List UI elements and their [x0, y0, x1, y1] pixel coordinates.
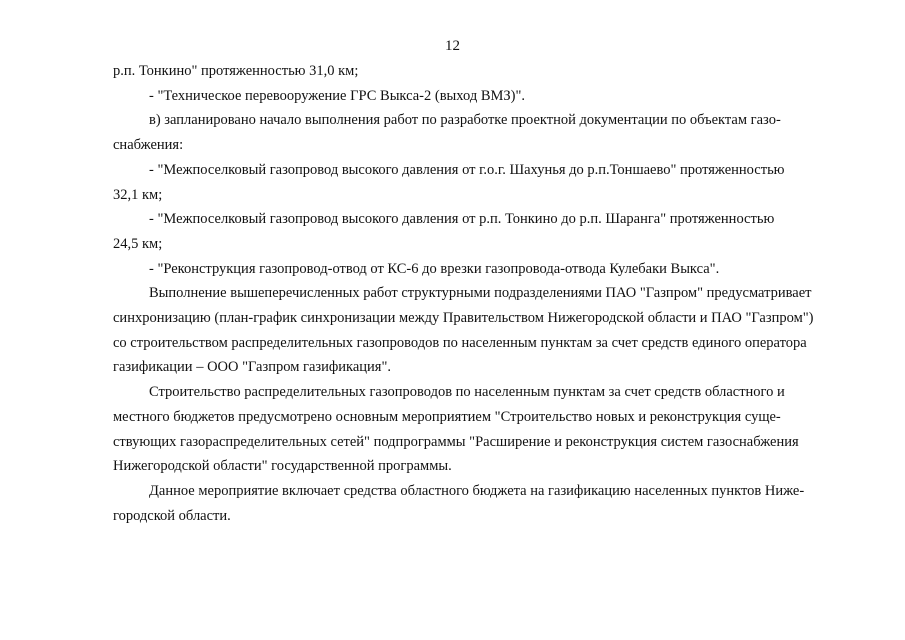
paragraph-body: Строительство распределительных газопроводов по населенным пунктам за счет средств областного и местного бюджетов предусмотрено основным мероприятием "Строительство новых и реконструкция суще- ствующих газораспределительных сетей" подпрограммы "Расширение и реконструкция систем газоснабжения Нижегородской области" государственной программы. — [113, 384, 799, 475]
document-body — [113, 59, 824, 528]
paragraph-body: Данное мероприятие включает средства областного бюджета на газификацию населенных пунктов Ниже- городской области. — [113, 482, 805, 524]
paragraph-list-item: - "Техническое перевооружение ГРС Выкса-2 (выход ВМЗ)". — [149, 87, 526, 104]
paragraph-continuation: р.п. Тонкино" протяженностью 31,0 км; — [113, 63, 359, 79]
paragraph-list-item: - "Межпоселковый газопровод высокого давления от р.п. Тонкино до р.п. Шаранга" протяженностью 24,5 км; — [113, 211, 775, 252]
page-number: 12 — [445, 38, 460, 54]
paragraph-list-item: - "Межпоселковый газопровод высокого давления от г.о.г. Шахунья до р.п.Тоншаево" протяженностью 32,1 км; — [113, 161, 785, 203]
paragraph-section-v: в) запланировано начало выполнения работ по разработке проектной документации по объектам газо- снабжения: — [113, 112, 781, 154]
paragraph-list-item: - "Реконструкция газопровод-отвод от КС-6 до врезки газопровода-отвода Кулебаки Выкса". — [149, 260, 720, 277]
paragraph-body: Выполнение вышеперечисленных работ структурными подразделениями ПАО "Газпром" предусматривает синхронизацию (план-график синхронизации между Правительством Нижегородской области и ПАО "Газпром") со строительством распределительных газопроводов по населенным пунктам за счет средств единого оператора газификации – ООО "Газпром газификация". — [113, 285, 814, 376]
